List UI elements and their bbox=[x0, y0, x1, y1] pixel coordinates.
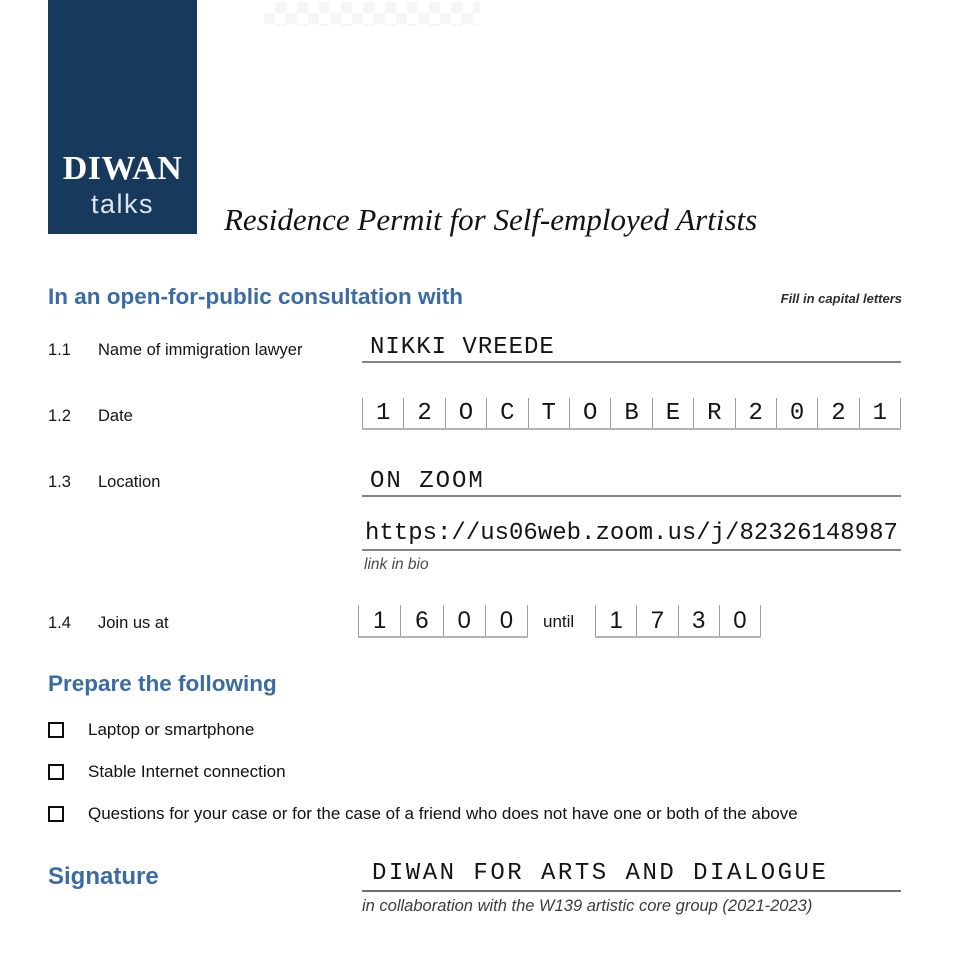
checklist-item-questions bbox=[48, 804, 798, 824]
start-time-digit-cell: 0 bbox=[443, 605, 485, 636]
date-char-cell: 1 bbox=[859, 398, 901, 428]
date-char-cell: O bbox=[445, 398, 486, 428]
zoom-url-field[interactable] bbox=[362, 520, 901, 551]
start-time-digit-cell: 0 bbox=[485, 605, 528, 636]
field-label-join-time: Join us at bbox=[98, 614, 169, 632]
location-field[interactable] bbox=[362, 468, 901, 497]
signature-field[interactable] bbox=[362, 860, 901, 892]
checklist-item-laptop bbox=[48, 720, 254, 740]
capital-letters-note: Fill in capital letters bbox=[780, 291, 902, 306]
location-value: ON ZOOM bbox=[370, 468, 485, 495]
diwan-logo bbox=[48, 0, 197, 234]
lawyer-name-value: NIKKI VREEDE bbox=[370, 334, 555, 361]
decorative-pattern bbox=[264, 2, 480, 26]
zoom-url-value[interactable]: https://us06web.zoom.us/j/82326148987 bbox=[365, 520, 898, 547]
field-number-1-2: 1.2 bbox=[48, 407, 71, 425]
logo-subtitle: talks bbox=[90, 188, 155, 219]
start-time-digit-cell: 6 bbox=[400, 605, 442, 636]
field-label-date: Date bbox=[98, 407, 133, 425]
end-time-digit-cell: 3 bbox=[678, 605, 719, 636]
field-number-1-3: 1.3 bbox=[48, 473, 71, 491]
field-number-1-4: 1.4 bbox=[48, 614, 71, 632]
date-comb-field[interactable] bbox=[362, 398, 901, 430]
date-char-cell: B bbox=[610, 398, 651, 428]
date-char-cell: 0 bbox=[776, 398, 817, 428]
checklist-label: Laptop or smartphone bbox=[88, 720, 255, 739]
logo-title: DIWAN bbox=[62, 149, 183, 187]
date-char-cell: 2 bbox=[735, 398, 776, 428]
start-time-digit-cell: 1 bbox=[358, 605, 400, 636]
checkbox-internet[interactable] bbox=[48, 764, 64, 780]
date-char-cell: O bbox=[569, 398, 610, 428]
checkbox-questions[interactable] bbox=[48, 806, 64, 822]
date-char-cell: E bbox=[652, 398, 693, 428]
signature-value: DIWAN FOR ARTS AND DIALOGUE bbox=[372, 860, 829, 887]
lawyer-name-field[interactable] bbox=[362, 334, 901, 363]
until-label: until bbox=[543, 612, 575, 631]
section-heading-prepare: Prepare the following bbox=[48, 671, 277, 696]
date-char-cell: 2 bbox=[403, 398, 444, 428]
field-label-lawyer-name: Name of immigration lawyer bbox=[98, 341, 303, 359]
page-title: Residence Permit for Self-employed Artists bbox=[224, 202, 758, 237]
start-time-comb-field[interactable] bbox=[358, 605, 528, 638]
end-time-comb-field[interactable] bbox=[595, 605, 761, 638]
checkbox-laptop[interactable] bbox=[48, 722, 64, 738]
date-char-cell: 2 bbox=[817, 398, 858, 428]
checklist-label: Questions for your case or for the case of a friend who does not have one or both of the above bbox=[88, 804, 798, 823]
link-in-bio-note: link in bio bbox=[364, 556, 429, 573]
end-time-digit-cell: 0 bbox=[719, 605, 761, 636]
section-heading-consultation: In an open-for-public consultation with bbox=[48, 284, 463, 309]
checklist-item-internet bbox=[48, 762, 286, 782]
date-char-cell: 1 bbox=[362, 398, 403, 428]
end-time-digit-cell: 1 bbox=[595, 605, 636, 636]
collaboration-note: in collaboration with the W139 artistic core group (2021-2023) bbox=[362, 897, 813, 915]
checklist-label: Stable Internet connection bbox=[88, 762, 286, 781]
date-char-cell: T bbox=[528, 398, 569, 428]
date-char-cell: R bbox=[693, 398, 734, 428]
end-time-digit-cell: 7 bbox=[636, 605, 677, 636]
date-char-cell: C bbox=[486, 398, 527, 428]
signature-heading: Signature bbox=[48, 863, 159, 890]
field-number-1-1: 1.1 bbox=[48, 341, 71, 359]
field-label-location: Location bbox=[98, 473, 161, 491]
